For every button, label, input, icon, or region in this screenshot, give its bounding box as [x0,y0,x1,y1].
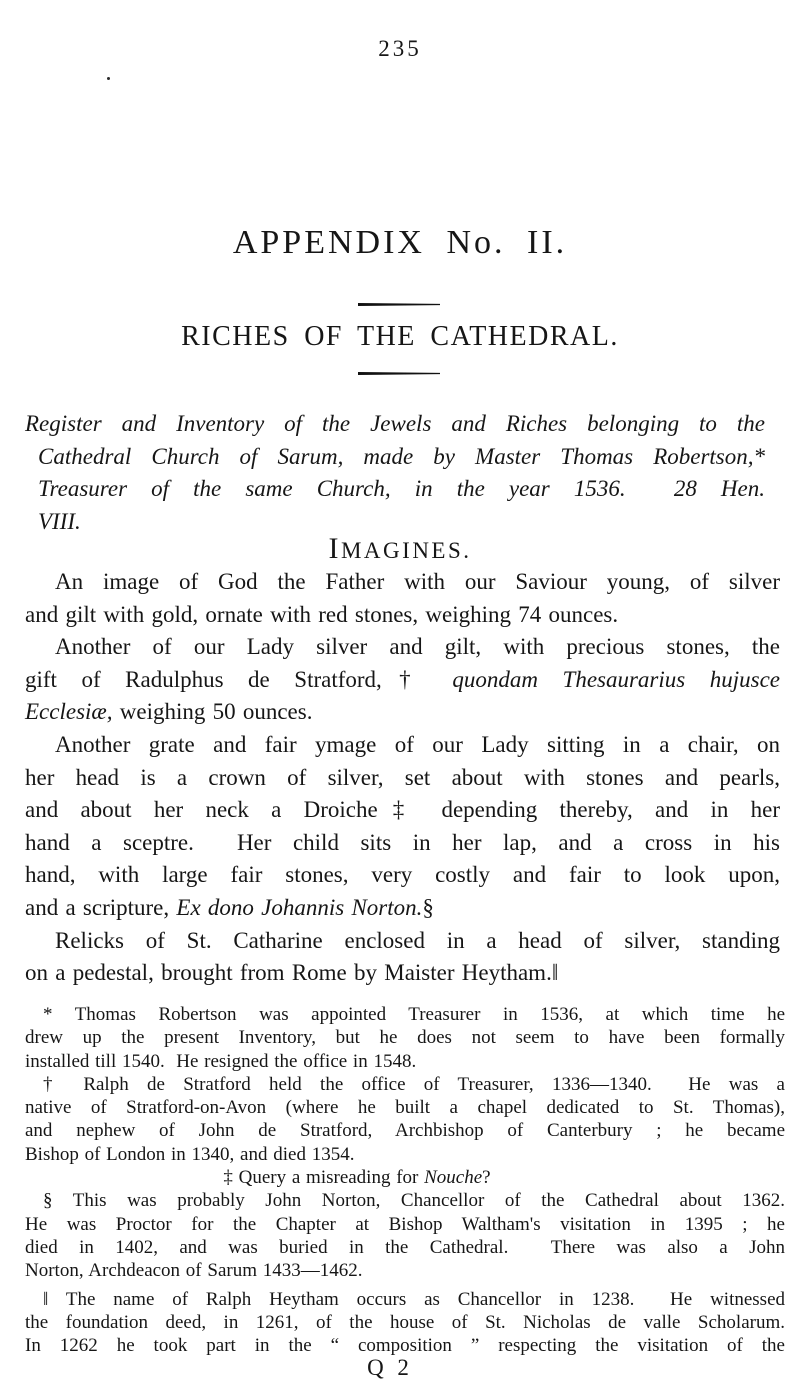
divider-rule-bottom [358,372,440,375]
text-line: Another of our Lady silver and gilt, with precious stones, the [55,634,780,660]
text-line: hand, with large fair stones, very costly and fair to look upon, [25,862,780,888]
text-line: hand a sceptre. Her child sits in her lap, and a cross in his [25,829,780,855]
text-line: and gilt with gold, ornate with red stones, weighing 74 ounces. [25,601,619,627]
text-line: † Ralph de Stratford held the office of Treasurer, 1336—1340. He was a [43,1073,785,1095]
chapter-title: RICHES OF THE CATHEDRAL. [181,321,619,352]
text-line: * Thomas Robertson was appointed Treasurer in 1536, at which time he [43,1004,785,1025]
text-line: native of Stratford-on-Avon (where he built a chapel dedicated to St. Thomas), [25,1097,785,1119]
page-number: 235 [378,36,422,61]
text-line: her head is a crown of silver, set about with stones and pearls, [25,764,780,790]
text-line: and about her neck a Droiche‡ depending thereby, and in her [25,797,780,823]
divider-rule-top [358,303,440,306]
headnote-paragraph [25,408,765,538]
text-line: the foundation deed, in 1261, of the house of St. Nicholas de valle Scholarum. [25,1311,785,1333]
appendix-title: APPENDIX No. II. [232,224,568,261]
text-line: § This was probably John Norton, Chancellor of the Cathedral about 1362. [43,1190,785,1212]
text-line: drew up the present Inventory, but he does not seem to have been formally [25,1027,785,1049]
text-line: ‖ The name of Ralph Heytham occurs as Chancellor in 1238. He witnessed [43,1288,785,1310]
text-line: Relicks of St. Catharine enclosed in a head of silver, standing [55,927,780,953]
text-line: installed till 1540. He resigned the office in 1548. [25,1050,417,1072]
text-line: Bishop of London in 1340, and died 1354. [25,1143,355,1165]
text-line: gift of Radulphus de Stratford,† quondam Thesaurarius hujusce [25,666,780,692]
text-line: An image of God the Father with our Saviour young, of silver [55,569,780,594]
text-line: Treasurer of the same Church, in the year 1536. 28 Hen. [38,476,765,501]
section-heading-rest: MAGINES. [340,538,472,563]
text-line: Register and Inventory of the Jewels and Riches belonging to the [25,411,765,436]
text-line: Cathedral Church of Sarum, made by Master Thomas Robertson,* [38,443,765,469]
section-heading-initial: I [328,532,341,565]
text-line: and a scripture, Ex dono Johannis Norton.§ [25,894,434,920]
text-line: on a pedestal, brought from Rome by Maister Heytham.‖ [25,960,559,986]
footnotes-block [25,1003,785,1357]
ink-speck-artifact [107,77,110,80]
text-line: In 1262 he took part in the “ composition ” respecting the visitation of the [25,1335,785,1357]
text-line: Norton, Archdeacon of Sarum 1433—1462. [25,1260,363,1282]
text-line: Ecclesiæ, weighing 50 ounces. [25,699,313,725]
text-line: Another grate and fair ymage of our Lady sitting in a chair, on [55,731,780,757]
text-line: He was Proctor for the Chapter at Bishop Waltham's visitation in 1395 ; he [25,1213,785,1235]
section-heading [0,532,800,566]
body-text [25,566,780,990]
signature-mark: Q 2 [367,1355,409,1380]
text-line: died in 1402, and was buried in the Cathedral. There was also a John [25,1236,785,1258]
text-line: and nephew of John de Stratford, Archbishop of Canterbury ; he became [25,1120,785,1142]
text-line: ‡ Query a misreading for Nouche? [223,1167,491,1189]
text-line: VIII. [38,508,81,534]
